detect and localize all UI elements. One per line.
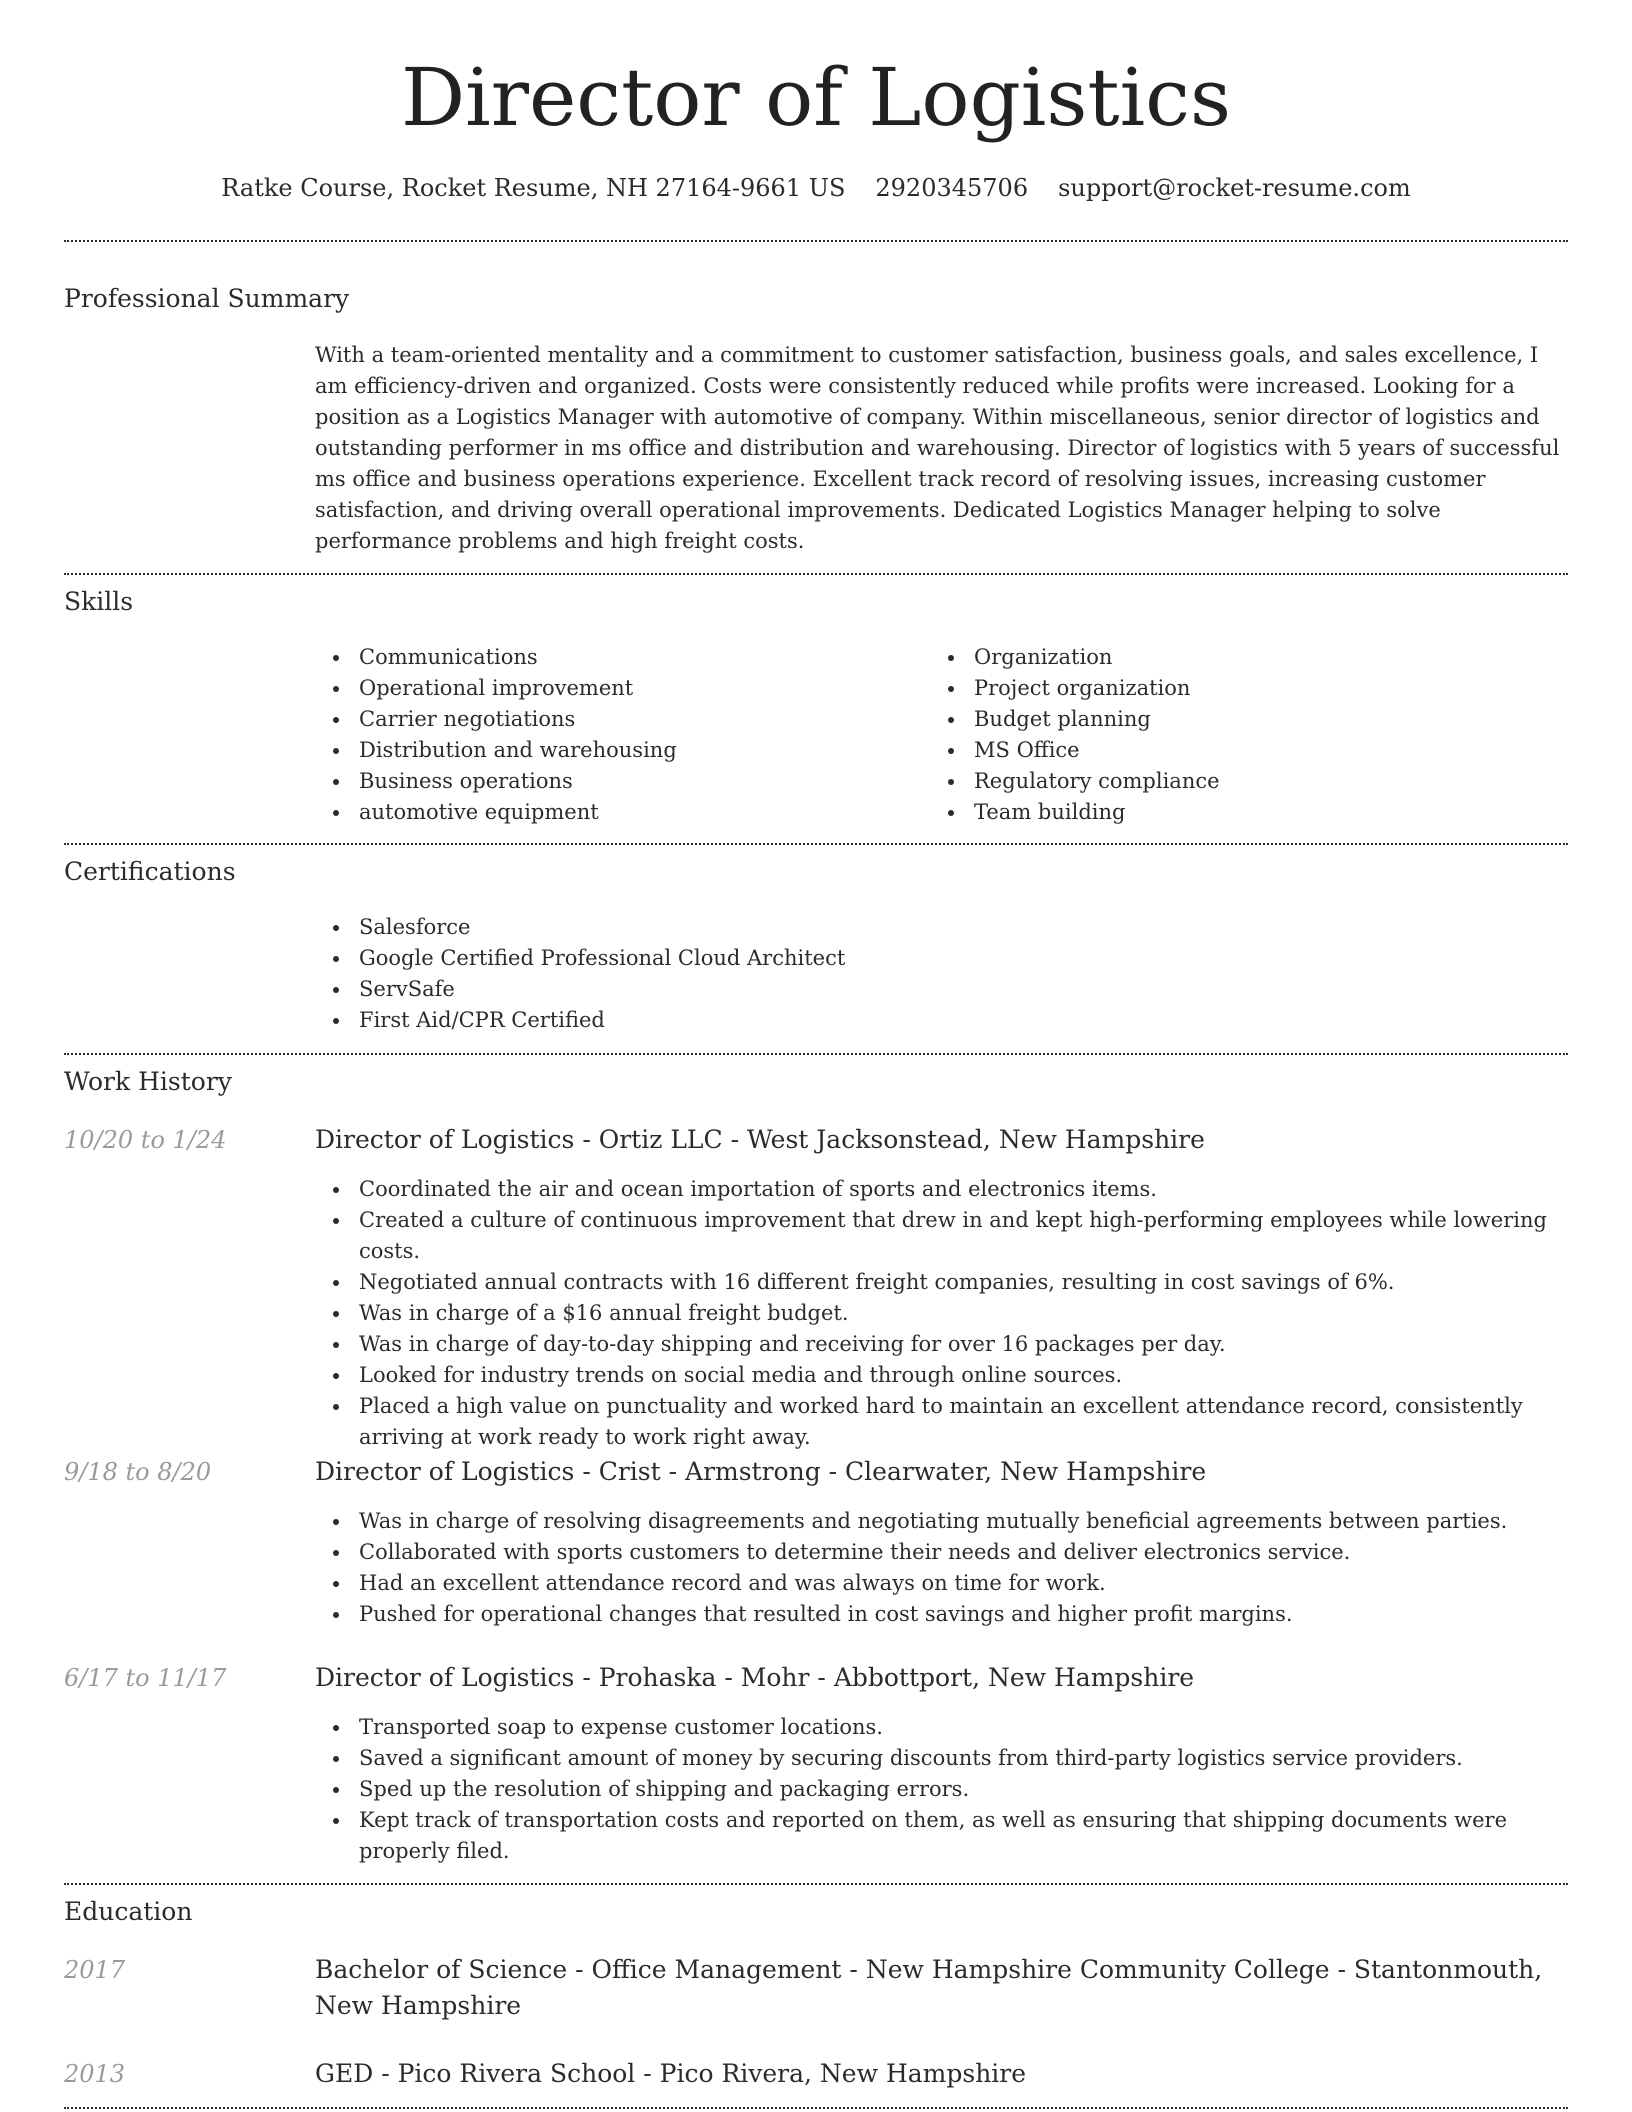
education-entry: GED - Pico Rivera School - Pico Rivera, New Hampshire (315, 2059, 1027, 2088)
job-bullet: Was in charge of day-to-day shipping and receiving for over 16 packages per day. (359, 1329, 1565, 1360)
job-bullet: Kept track of transportation costs and reported on them, as well as ensuring that shipping documents were properly filed. (359, 1805, 1565, 1867)
job-dates: 9/18 to 8/20 (64, 1458, 212, 1486)
job-dates: 6/17 to 11/17 (64, 1664, 227, 1692)
section-title-education: Education (64, 1897, 193, 1926)
skill-item: Carrier negotiations (359, 704, 915, 735)
job-bullet: Was in charge of resolving disagreements and negotiating mutually beneficial agreements between parties. (359, 1506, 1565, 1537)
section-title-work-history: Work History (64, 1067, 232, 1096)
contact-line (64, 168, 1568, 208)
resume-title: Director of Logistics (400, 51, 1232, 144)
job-bullet: Looked for industry trends on social media and through online sources. (359, 1360, 1565, 1391)
summary-block (315, 340, 1565, 557)
divider (64, 573, 1568, 575)
skill-item: Business operations (359, 766, 915, 797)
job-bullet: Collaborated with sports customers to determine their needs and deliver electronics service. (359, 1537, 1565, 1568)
job-bullet: Created a culture of continuous improvement that drew in and kept high-performing employees while lowering costs. (359, 1205, 1565, 1267)
skill-item: Operational improvement (359, 673, 915, 704)
skill-item: Communications (359, 642, 915, 673)
job-bullet: Placed a high value on punctuality and worked hard to maintain an excellent attendance record, consistently arriving at work ready to work right away. (359, 1391, 1565, 1453)
job-title: Director of Logistics - Ortiz LLC - West Jacksonstead, New Hampshire (315, 1125, 1205, 1154)
job-bullet: Coordinated the air and ocean importation of sports and electronics items. (359, 1174, 1565, 1205)
divider (64, 843, 1568, 845)
job-title: Director of Logistics - Prohaska - Mohr - Abbottport, New Hampshire (315, 1663, 1195, 1692)
certification-item: Salesforce (359, 912, 1565, 943)
certification-item: First Aid/CPR Certified (359, 1005, 1565, 1036)
skill-item: Team building (974, 797, 1530, 828)
job-bullet: Sped up the resolution of shipping and packaging errors. (359, 1774, 1565, 1805)
job-bullets (315, 1712, 1565, 1867)
skill-item: MS Office (974, 735, 1530, 766)
contact-phone: 2920345706 (875, 174, 1029, 202)
divider (64, 1883, 1568, 1885)
certification-item: Google Certified Professional Cloud Architect (359, 943, 1565, 974)
job-bullet: Was in charge of a $16 annual freight budget. (359, 1298, 1565, 1329)
divider (64, 2107, 1568, 2109)
job-bullet: Negotiated annual contracts with 16 different freight companies, resulting in cost savings of 6%. (359, 1267, 1565, 1298)
contact-address: Ratke Course, Rocket Resume, NH 27164-9661 US (221, 174, 846, 202)
job-bullet: Had an excellent attendance record and was always on time for work. (359, 1568, 1565, 1599)
job-bullet: Pushed for operational changes that resulted in cost savings and higher profit margins. (359, 1599, 1565, 1630)
divider (64, 240, 1568, 242)
skill-item: Regulatory compliance (974, 766, 1530, 797)
education-entry: Bachelor of Science - Office Management - New Hampshire Community College - Stantonmouth, New Hampshire (315, 1955, 1543, 2020)
job-bullets (315, 1506, 1565, 1630)
skill-item: Project organization (974, 673, 1530, 704)
education-year: 2017 (64, 1956, 126, 1984)
skill-item: automotive equipment (359, 797, 915, 828)
job-bullet: Saved a significant amount of money by securing discounts from third-party logistics service providers. (359, 1743, 1565, 1774)
section-title-summary: Professional Summary (64, 284, 350, 313)
certification-item: ServSafe (359, 974, 1565, 1005)
job-dates: 10/20 to 1/24 (64, 1126, 227, 1154)
skills-list-right (930, 642, 1530, 828)
skill-item: Distribution and warehousing (359, 735, 915, 766)
skill-item: Budget planning (974, 704, 1530, 735)
section-title-certifications: Certifications (64, 857, 236, 886)
job-bullets (315, 1174, 1565, 1453)
certifications-block (315, 912, 1565, 1036)
education-year: 2013 (64, 2060, 126, 2088)
job-title: Director of Logistics - Crist - Armstrong - Clearwater, New Hampshire (315, 1457, 1207, 1486)
summary-text: With a team-oriented mentality and a commitment to customer satisfaction, business goals, and sales excellence, I am efficiency-driven and organized. Costs were consistently reduced while profits were increased. Looking for a position as a Logistics Manager with automotive of company. Within miscellaneous, senior director of logistics and outstanding performer in ms office and distribution and warehousing. Director of logistics with 5 years of successful ms office and business operations experience. Excellent track record of resolving issues, increasing customer satisfaction, and driving overall operational improvements. Dedicated Logistics Manager helping to solve performance problems and high freight costs. (315, 343, 1560, 553)
skills-list-left (315, 642, 915, 828)
skill-item: Organization (974, 642, 1530, 673)
section-title-skills: Skills (64, 587, 134, 616)
contact-email: support@rocket-resume.com (1058, 174, 1411, 202)
job-bullet: Transported soap to expense customer locations. (359, 1712, 1565, 1743)
divider (64, 1053, 1568, 1055)
